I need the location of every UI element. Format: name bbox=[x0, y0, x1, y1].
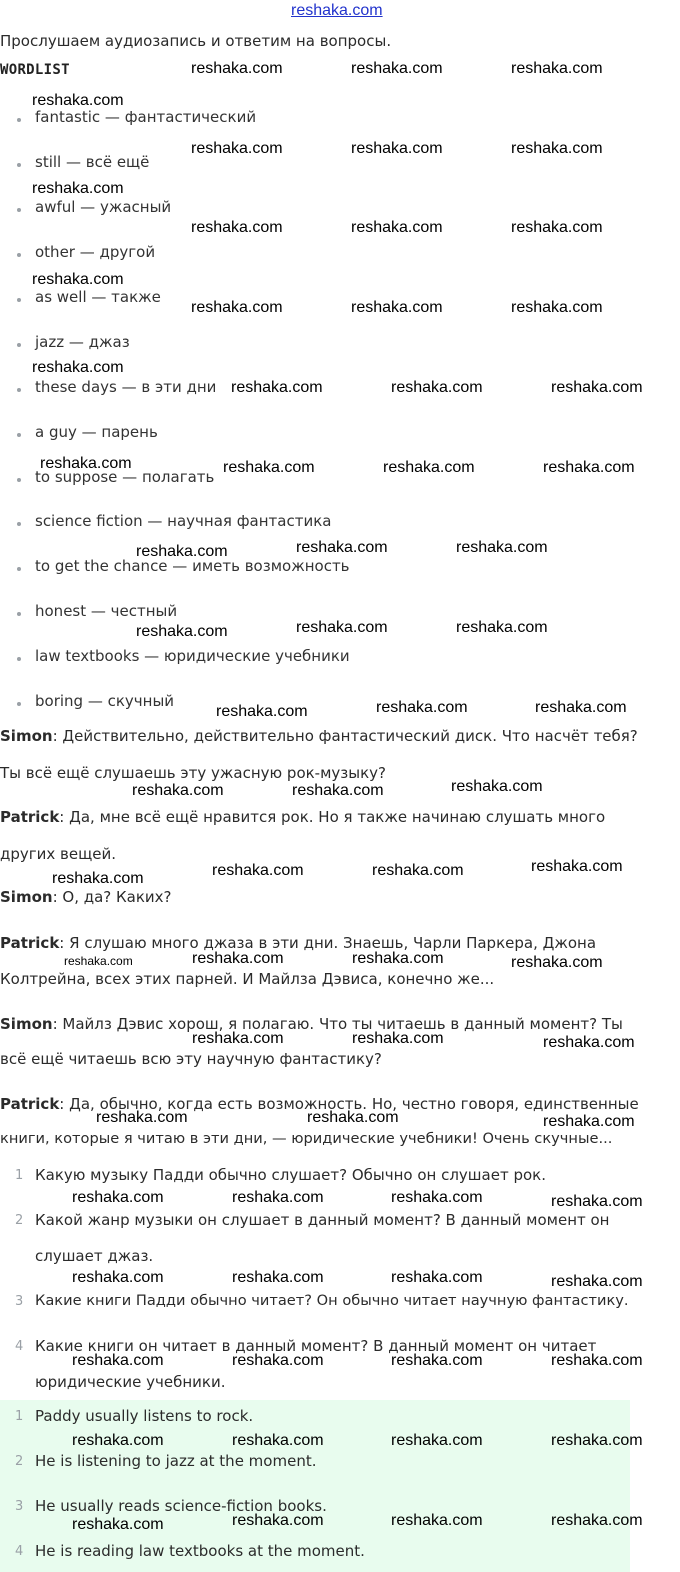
watermark: reshaka.com bbox=[191, 299, 283, 316]
watermark: reshaka.com bbox=[296, 539, 388, 556]
watermark: reshaka.com bbox=[223, 459, 315, 476]
dialogue-text: Я слушаю много джаза в эти дни. Знаешь, Чарли Паркера, Джона bbox=[69, 934, 597, 952]
watermark: reshaka.com bbox=[191, 60, 283, 77]
wordlist-item: science fiction — научная фантастика bbox=[35, 512, 332, 530]
watermark: reshaka.com bbox=[352, 950, 444, 967]
watermark: reshaka.com bbox=[212, 862, 304, 879]
watermark: reshaka.com bbox=[451, 778, 543, 795]
wordlist-title: WORDLIST bbox=[0, 62, 70, 78]
watermark: reshaka.com bbox=[232, 1512, 324, 1529]
watermark: reshaka.com bbox=[72, 1352, 164, 1369]
question-number: 4 bbox=[15, 1339, 24, 1354]
watermark: reshaka.com bbox=[96, 1109, 188, 1126]
watermark: reshaka.com bbox=[391, 1269, 483, 1286]
watermark: reshaka.com bbox=[511, 60, 603, 77]
watermark: reshaka.com bbox=[551, 379, 643, 396]
watermark: reshaka.com bbox=[32, 359, 124, 376]
watermark: reshaka.com bbox=[72, 1269, 164, 1286]
watermark: reshaka.com bbox=[511, 299, 603, 316]
watermark: reshaka.com bbox=[543, 459, 635, 476]
watermark: reshaka.com bbox=[52, 870, 144, 887]
watermark: reshaka.com bbox=[216, 703, 308, 720]
watermark: reshaka.com bbox=[64, 954, 133, 968]
watermark: reshaka.com bbox=[551, 1193, 643, 1210]
bullet-icon bbox=[17, 208, 21, 212]
watermark: reshaka.com bbox=[292, 782, 384, 799]
wordlist-item: awful — ужасный bbox=[35, 198, 172, 216]
watermark: reshaka.com bbox=[232, 1432, 324, 1449]
speaker-name: Patrick bbox=[0, 934, 60, 952]
watermark: reshaka.com bbox=[192, 1030, 284, 1047]
watermark: reshaka.com bbox=[296, 619, 388, 636]
wordlist-item: a guy — парень bbox=[35, 423, 158, 441]
wordlist-item: law textbooks — юридические учебники bbox=[35, 647, 350, 665]
question-text: Какой жанр музыки он слушает в данный момент? В данный момент он bbox=[35, 1211, 610, 1229]
watermark: reshaka.com bbox=[511, 219, 603, 236]
watermark: reshaka.com bbox=[72, 1189, 164, 1206]
watermark: reshaka.com bbox=[32, 92, 124, 109]
watermark: reshaka.com bbox=[72, 1432, 164, 1449]
watermark: reshaka.com bbox=[351, 219, 443, 236]
question-number: 2 bbox=[15, 1213, 24, 1228]
bullet-icon bbox=[17, 522, 21, 526]
dialogue-line: Simon: Майлз Дэвис хорош, я полагаю. Что ты читаешь в данный момент? Ты bbox=[0, 1015, 623, 1033]
watermark: reshaka.com bbox=[351, 140, 443, 157]
wordlist-item: to suppose — полагать bbox=[35, 468, 215, 486]
wordlist-item: fantastic — фантастический bbox=[35, 108, 257, 126]
wordlist-item: still — всё ещё bbox=[35, 153, 150, 171]
dialogue-line: Patrick: Да, мне всё ещё нравится рок. Но я также начинаю слушать много bbox=[0, 808, 606, 826]
wordlist-item: as well — также bbox=[35, 288, 161, 306]
watermark: reshaka.com bbox=[511, 954, 603, 971]
answer-text: He usually reads science-fiction books. bbox=[35, 1497, 327, 1515]
watermark: reshaka.com bbox=[72, 1516, 164, 1533]
question-text: Какую музыку Падди обычно слушает? Обычно он слушает рок. bbox=[35, 1166, 546, 1184]
intro-text: Прослушаем аудиозапись и ответим на вопросы. bbox=[0, 32, 392, 50]
watermark: reshaka.com bbox=[391, 379, 483, 396]
wordlist-item: to get the chance — иметь возможность bbox=[35, 557, 350, 575]
dialogue-line: Simon: Действительно, действительно фантастический диск. Что насчёт тебя? bbox=[0, 727, 638, 745]
wordlist-item: other — другой bbox=[35, 243, 156, 261]
speaker-name: Simon bbox=[0, 888, 53, 906]
watermark: reshaka.com bbox=[376, 699, 468, 716]
answer-text: He is listening to jazz at the moment. bbox=[35, 1452, 317, 1470]
dialogue-line: Simon: О, да? Каких? bbox=[0, 888, 172, 906]
question-number: 3 bbox=[15, 1294, 24, 1309]
dialogue-text: Майлз Дэвис хорош, я полагаю. Что ты читаешь в данный момент? Ты bbox=[62, 1015, 623, 1033]
question-text: Какие книги Падди обычно читает? Он обычно читает научную фантастику. bbox=[35, 1292, 629, 1309]
watermark: reshaka.com bbox=[32, 180, 124, 197]
dialogue-text: Действительно, действительно фантастический диск. Что насчёт тебя? bbox=[62, 727, 638, 745]
watermark: reshaka.com bbox=[232, 1269, 324, 1286]
speaker-name: Simon bbox=[0, 727, 53, 745]
question-text: Какие книги он читает в данный момент? В данный момент он читает bbox=[35, 1337, 597, 1355]
watermark: reshaka.com bbox=[543, 1034, 635, 1051]
watermark: reshaka.com bbox=[351, 60, 443, 77]
wordlist-item: jazz — джаз bbox=[35, 333, 130, 351]
bullet-icon bbox=[17, 702, 21, 706]
watermark: reshaka.com bbox=[232, 1189, 324, 1206]
watermark: reshaka.com bbox=[551, 1432, 643, 1449]
speaker-name: Patrick bbox=[0, 808, 60, 826]
bullet-icon bbox=[17, 567, 21, 571]
answer-text: He is reading law textbooks at the moment. bbox=[35, 1542, 365, 1560]
watermark: reshaka.com bbox=[136, 543, 228, 560]
question-text: юридические учебники. bbox=[35, 1373, 226, 1391]
bullet-icon bbox=[17, 298, 21, 302]
watermark: reshaka.com bbox=[551, 1352, 643, 1369]
watermark: reshaka.com bbox=[307, 1109, 399, 1126]
bullet-icon bbox=[17, 118, 21, 122]
bullet-icon bbox=[17, 163, 21, 167]
watermark: reshaka.com bbox=[456, 619, 548, 636]
watermark: reshaka.com bbox=[383, 459, 475, 476]
dialogue-text: всё ещё читаешь всю эту научную фантастику? bbox=[0, 1050, 382, 1068]
answer-number: 3 bbox=[15, 1499, 24, 1514]
speaker-name: Simon bbox=[0, 1015, 53, 1033]
wordlist-item: these days — в эти дни bbox=[35, 378, 217, 396]
watermark: reshaka.com bbox=[191, 219, 283, 236]
answer-number: 2 bbox=[15, 1454, 24, 1469]
site-link[interactable]: reshaka.com bbox=[291, 2, 383, 19]
bullet-icon bbox=[17, 253, 21, 257]
watermark: reshaka.com bbox=[191, 140, 283, 157]
dialogue-text: книги, которые я читаю в эти дни, — юридические учебники! Очень скучные... bbox=[0, 1130, 613, 1147]
dialogue-line: Patrick: Да, обычно, когда есть возможность. Но, честно говоря, единственные bbox=[0, 1095, 639, 1113]
watermark: reshaka.com bbox=[535, 699, 627, 716]
dialogue-text: Ты всё ещё слушаешь эту ужасную рок-музыку? bbox=[0, 764, 387, 782]
watermark: reshaka.com bbox=[551, 1512, 643, 1529]
watermark: reshaka.com bbox=[351, 299, 443, 316]
watermark: reshaka.com bbox=[391, 1352, 483, 1369]
answer-text: Paddy usually listens to rock. bbox=[35, 1407, 254, 1425]
question-text: слушает джаз. bbox=[35, 1247, 154, 1265]
watermark: reshaka.com bbox=[372, 862, 464, 879]
watermark: reshaka.com bbox=[391, 1189, 483, 1206]
watermark: reshaka.com bbox=[231, 379, 323, 396]
watermark: reshaka.com bbox=[40, 455, 132, 472]
dialogue-text: Да, мне всё ещё нравится рок. Но я также начинаю слушать много bbox=[69, 808, 606, 826]
bullet-icon bbox=[17, 343, 21, 347]
bullet-icon bbox=[17, 657, 21, 661]
bullet-icon bbox=[17, 388, 21, 392]
watermark: reshaka.com bbox=[136, 623, 228, 640]
dialogue-text: других вещей. bbox=[0, 845, 116, 863]
bullet-icon bbox=[17, 433, 21, 437]
watermark: reshaka.com bbox=[32, 271, 124, 288]
bullet-icon bbox=[17, 478, 21, 482]
dialogue-text: О, да? Каких? bbox=[62, 888, 172, 906]
watermark: reshaka.com bbox=[456, 539, 548, 556]
watermark: reshaka.com bbox=[531, 858, 623, 875]
speaker-name: Patrick bbox=[0, 1095, 60, 1113]
dialogue-text: Колтрейна, всех этих парней. И Майлза Дэвиса, конечно же... bbox=[0, 970, 495, 988]
watermark: reshaka.com bbox=[192, 950, 284, 967]
watermark: reshaka.com bbox=[391, 1432, 483, 1449]
dialogue-text: Да, обычно, когда есть возможность. Но, честно говоря, единственные bbox=[69, 1095, 639, 1113]
watermark: reshaka.com bbox=[391, 1512, 483, 1529]
dialogue-line: Patrick: Я слушаю много джаза в эти дни. Знаешь, Чарли Паркера, Джона bbox=[0, 934, 597, 952]
watermark: reshaka.com bbox=[543, 1113, 635, 1130]
watermark: reshaka.com bbox=[352, 1030, 444, 1047]
watermark: reshaka.com bbox=[511, 140, 603, 157]
wordlist-item: boring — скучный bbox=[35, 692, 175, 710]
answer-number: 4 bbox=[15, 1544, 24, 1559]
watermark: reshaka.com bbox=[551, 1273, 643, 1290]
watermark: reshaka.com bbox=[232, 1352, 324, 1369]
bullet-icon bbox=[17, 612, 21, 616]
wordlist-item: honest — честный bbox=[35, 602, 178, 620]
watermark: reshaka.com bbox=[132, 782, 224, 799]
answer-number: 1 bbox=[15, 1409, 24, 1424]
question-number: 1 bbox=[15, 1168, 24, 1183]
